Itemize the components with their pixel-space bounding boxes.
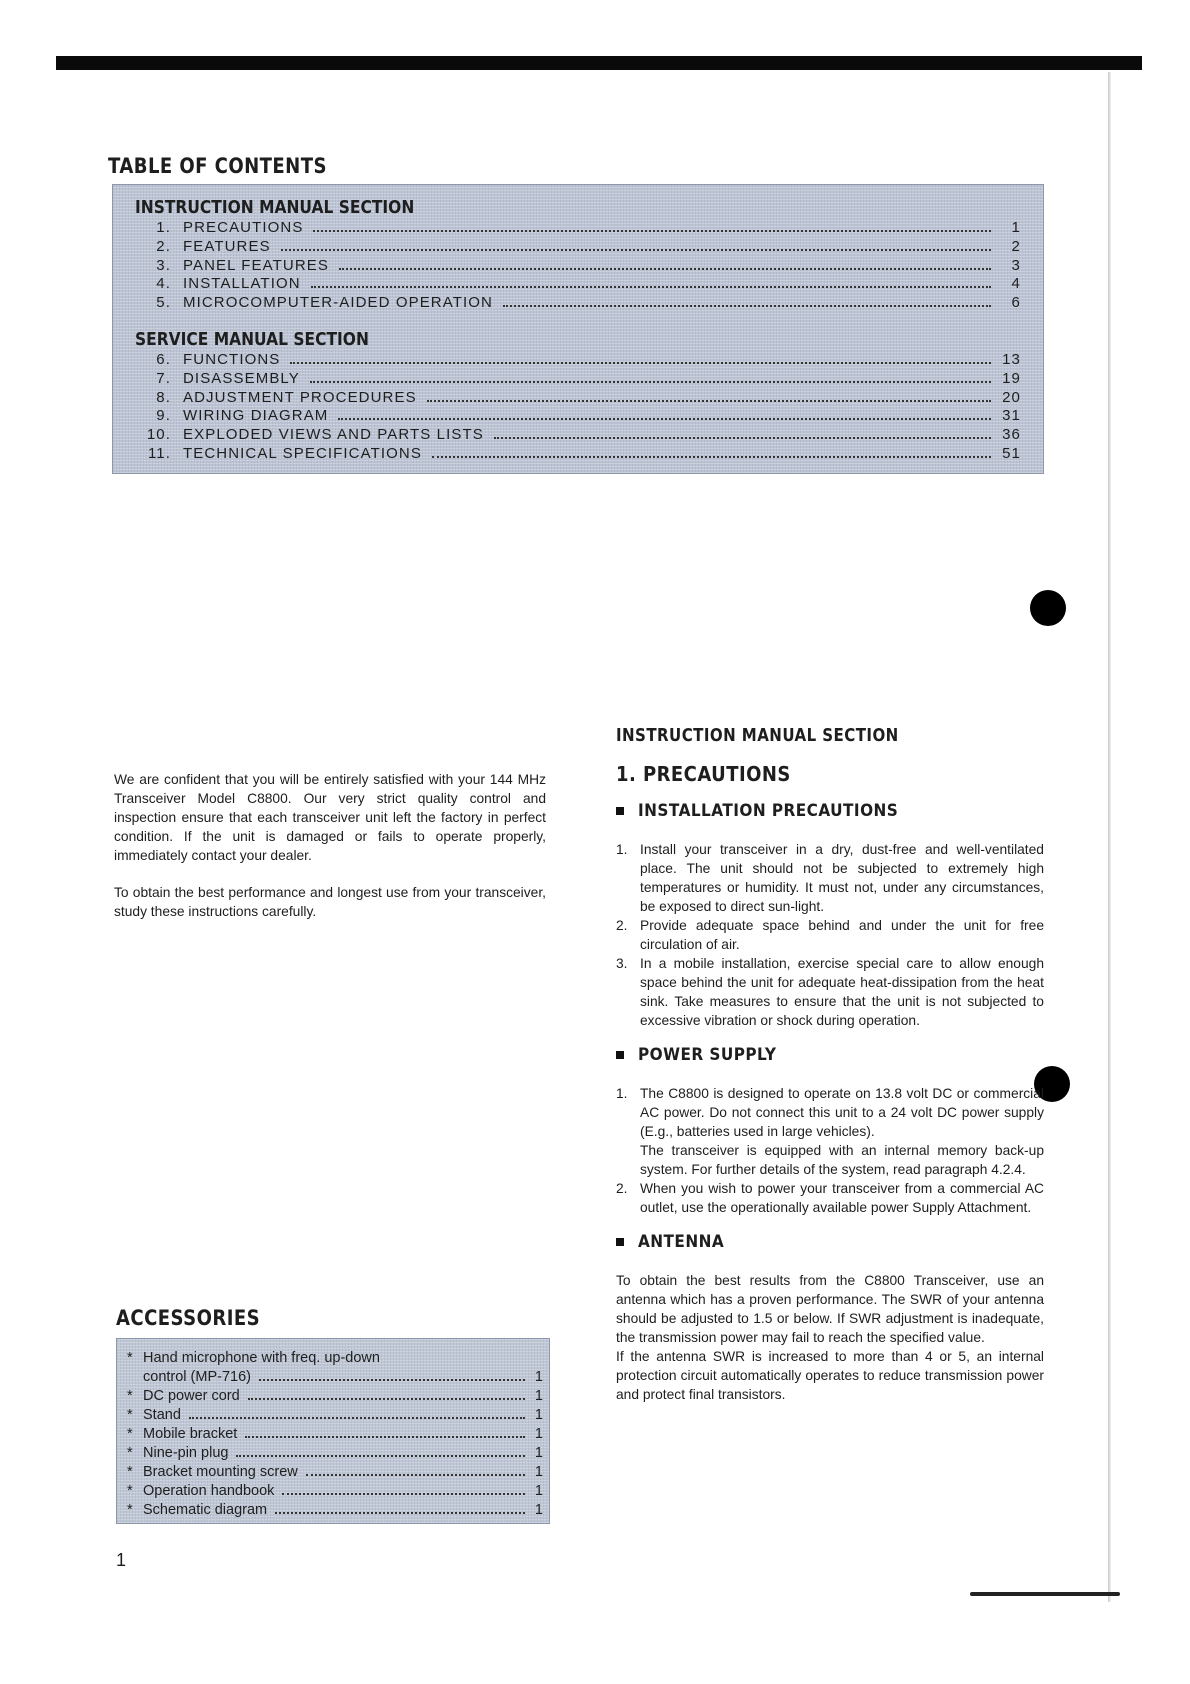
accessory-qty: 1 — [534, 1502, 543, 1518]
dot-leader — [338, 418, 991, 420]
toc-entry-label: FEATURES — [183, 237, 271, 255]
toc-entry[interactable] — [135, 275, 1021, 294]
list-item — [616, 1084, 1044, 1179]
list-number: 1. — [616, 1086, 628, 1101]
toc-section-title: INSTRUCTION MANUAL SECTION — [135, 197, 415, 218]
dot-leader — [282, 1493, 525, 1495]
toc-entry-page: 20 — [1002, 388, 1021, 406]
toc-entry-label: INSTALLATION — [183, 275, 301, 293]
list-text: In a mobile installation, exercise special care to allow enough space behind the unit for adequate heat-dissipation from the heat sink. Take measures to ensure that the unit is not subjected to excessive vibration or shock during operation. — [640, 956, 1044, 1028]
dot-leader — [245, 1436, 525, 1438]
list-item — [616, 954, 1044, 1030]
accessory-name: DC power cord — [143, 1388, 240, 1404]
page-corner-shadow — [970, 1592, 1120, 1596]
intro-paragraph: To obtain the best performance and longest use from your transceiver, study these instructions carefully. — [114, 885, 546, 919]
accessory-qty: 1 — [534, 1369, 543, 1385]
toc-entry-label: MICROCOMPUTER-AIDED OPERATION — [183, 294, 493, 312]
toc-entry-page: 6 — [1011, 294, 1021, 312]
dot-leader — [494, 437, 991, 439]
toc-entry-number: 4. — [156, 275, 171, 293]
bullet-asterisk: * — [127, 1502, 133, 1518]
bullet-asterisk: * — [127, 1445, 133, 1461]
accessory-item — [127, 1444, 543, 1463]
accessory-qty: 1 — [534, 1407, 543, 1423]
toc-section-title: SERVICE MANUAL SECTION — [135, 328, 369, 350]
dot-leader — [432, 456, 991, 458]
antenna-paragraph: To obtain the best results from the C8800 Transceiver, use an antenna which has a proven performance. The SWR of your antenna should be adjusted to 1.5 or below. If SWR adjustment is inadequate, the transmission power may fail to reach the specified value. — [616, 1273, 1044, 1345]
toc-entry[interactable] — [135, 370, 1021, 389]
accessory-item — [127, 1406, 543, 1425]
square-bullet-icon — [616, 1051, 624, 1059]
list-number: 3. — [616, 956, 628, 971]
dot-leader — [339, 268, 991, 270]
list-item — [616, 916, 1044, 954]
power-supply-heading — [616, 1044, 1044, 1066]
toc-entry-label: EXPLODED VIEWS AND PARTS LISTS — [183, 426, 484, 444]
accessory-item — [127, 1482, 543, 1501]
intro-paragraph: We are confident that you will be entirely satisfied with your 144 MHz Transceiver Model C8800. Our very strict quality control and inspection ensure that each transceiver unit left the factory in perfect condition. If the unit is damaged or fails to operate properly, immediately contact your dealer. — [114, 772, 546, 863]
dot-leader — [275, 1512, 525, 1514]
toc-entry-page: 36 — [1002, 426, 1021, 444]
accessory-qty: 1 — [534, 1426, 543, 1442]
dot-leader — [189, 1417, 525, 1419]
toc-entry-number: 7. — [156, 369, 171, 387]
toc-entry-page: 2 — [1011, 237, 1021, 255]
list-number: 1. — [616, 842, 628, 857]
page-edge-shadow — [1108, 72, 1111, 1602]
list-item — [616, 1179, 1044, 1217]
list-item — [616, 840, 1044, 916]
toc-entry-number: 9. — [156, 407, 171, 425]
subheading-text: ANTENNA — [638, 1232, 725, 1252]
toc-box — [112, 184, 1044, 474]
toc-section-instruction — [135, 197, 1021, 313]
list-text: Install your transceiver in a dry, dust-free and well-ventilated place. The unit should not be subjected to extremely high temperatures or humidity. It must not, under any circumstances, be exposed to direct sun-light. — [640, 842, 1044, 914]
toc-entry-label: ADJUSTMENT PROCEDURES — [183, 388, 417, 406]
bullet-asterisk: * — [127, 1350, 133, 1366]
dot-leader — [427, 400, 991, 402]
dot-leader — [313, 230, 991, 232]
toc-entry-page: 31 — [1002, 407, 1021, 425]
list-paragraph: The transceiver is equipped with an internal memory back-up system. For further details of the system, read paragraph 4.2.4. — [640, 1143, 1044, 1177]
bullet-asterisk: * — [127, 1388, 133, 1404]
toc-entry-page: 3 — [1011, 256, 1021, 274]
square-bullet-icon — [616, 807, 624, 815]
installation-precautions-heading — [616, 800, 1044, 822]
accessory-name: Bracket mounting screw — [143, 1464, 298, 1480]
dot-leader — [306, 1474, 525, 1476]
square-bullet-icon — [616, 1238, 624, 1246]
toc-entry[interactable] — [135, 445, 1021, 464]
list-text — [640, 1084, 1044, 1179]
toc-entry-page: 13 — [1002, 350, 1021, 368]
accessory-qty: 1 — [534, 1445, 543, 1461]
antenna-paragraph: If the antenna SWR is increased to more than 4 or 5, an internal protection circuit automatically operates to reduce transmission power and protect final transistors. — [616, 1349, 1044, 1402]
toc-entry[interactable] — [135, 407, 1021, 426]
section-label: INSTRUCTION MANUAL SECTION — [616, 726, 899, 746]
toc-entry-number: 2. — [156, 237, 171, 255]
accessory-item — [127, 1501, 543, 1520]
list-number: 2. — [616, 1181, 628, 1196]
precautions-column — [616, 726, 1044, 1404]
dot-leader — [311, 286, 991, 288]
bullet-asterisk: * — [127, 1426, 133, 1442]
toc-entry-number: 6. — [156, 350, 171, 368]
accessory-item — [127, 1349, 543, 1368]
toc-entry[interactable] — [135, 351, 1021, 370]
dot-leader — [290, 362, 991, 364]
list-paragraph: The C8800 is designed to operate on 13.8 volt DC or commercial AC power. Do not connect this unit to a 24 volt DC power supply (E.g., batteries used in large vehicles). — [640, 1086, 1044, 1139]
toc-entry[interactable] — [135, 219, 1021, 238]
bullet-asterisk: * — [127, 1483, 133, 1499]
toc-entry-number: 1. — [156, 219, 171, 236]
toc-entry[interactable] — [135, 389, 1021, 408]
accessory-name: Mobile bracket — [143, 1426, 238, 1442]
toc-entry-label: WIRING DIAGRAM — [183, 407, 329, 425]
dot-leader — [259, 1379, 525, 1381]
top-border-bar — [56, 56, 1142, 70]
toc-entry-label: TECHNICAL SPECIFICATIONS — [183, 444, 422, 462]
subheading-text: INSTALLATION PRECAUTIONS — [638, 801, 899, 821]
accessory-name: Hand microphone with freq. up-down — [143, 1350, 380, 1366]
list-text: Provide adequate space behind and under the unit for free circulation of air. — [640, 918, 1044, 952]
dot-leader — [310, 381, 991, 383]
accessory-name: Operation handbook — [143, 1483, 275, 1499]
accessories-title: ACCESSORIES — [116, 1306, 261, 1330]
bullet-asterisk: * — [127, 1464, 133, 1480]
accessory-item — [127, 1463, 543, 1482]
toc-title: TABLE OF CONTENTS — [108, 154, 327, 178]
dot-leader — [503, 305, 991, 307]
binding-hole — [1030, 590, 1066, 626]
page-number: 1 — [116, 1550, 127, 1570]
toc-entry-label: FUNCTIONS — [183, 350, 281, 368]
toc-entry[interactable] — [135, 257, 1021, 276]
toc-entry-number: 8. — [156, 388, 171, 406]
toc-entry-page: 19 — [1002, 369, 1021, 387]
toc-entry-label: DISASSEMBLY — [183, 369, 300, 387]
toc-entry-number: 10. — [146, 426, 171, 444]
toc-entry-number: 5. — [156, 294, 171, 312]
power-supply-list — [616, 1084, 1044, 1217]
bullet-asterisk: * — [127, 1407, 133, 1423]
accessory-name: control (MP-716) — [143, 1369, 251, 1385]
accessory-item — [127, 1387, 543, 1406]
toc-entry-label: PANEL FEATURES — [183, 256, 329, 274]
toc-entry-page: 51 — [1002, 444, 1021, 462]
toc-entry[interactable] — [135, 294, 1021, 313]
antenna-heading — [616, 1231, 1044, 1253]
list-text: When you wish to power your transceiver from a commercial AC outlet, use the operationally available power Supply Attachment. — [640, 1181, 1044, 1215]
toc-entry-number: 3. — [156, 256, 171, 274]
accessory-name: Schematic diagram — [143, 1502, 268, 1518]
dot-leader — [236, 1455, 525, 1457]
dot-leader — [248, 1398, 525, 1400]
precautions-heading: 1. PRECAUTIONS — [616, 762, 791, 786]
toc-entry-number: 11. — [147, 444, 171, 462]
installation-list — [616, 840, 1044, 1030]
list-number: 2. — [616, 918, 628, 933]
accessory-name: Nine-pin plug — [143, 1445, 229, 1461]
accessory-qty: 1 — [534, 1388, 543, 1404]
toc-entry-label: PRECAUTIONS — [183, 219, 304, 236]
dot-leader — [281, 249, 991, 251]
intro-text — [114, 770, 546, 939]
accessory-qty: 1 — [534, 1464, 543, 1480]
accessories-box — [116, 1338, 550, 1524]
accessory-item-continuation — [127, 1368, 543, 1387]
toc-section-service — [135, 329, 1021, 464]
toc-entry[interactable] — [135, 238, 1021, 257]
accessory-item — [127, 1425, 543, 1444]
subheading-text: POWER SUPPLY — [638, 1045, 777, 1065]
toc-entry[interactable] — [135, 426, 1021, 445]
accessory-name: Stand — [143, 1407, 181, 1423]
toc-entry-page: 1 — [1011, 219, 1021, 236]
toc-entry-page: 4 — [1011, 275, 1021, 293]
accessory-qty: 1 — [534, 1483, 543, 1499]
